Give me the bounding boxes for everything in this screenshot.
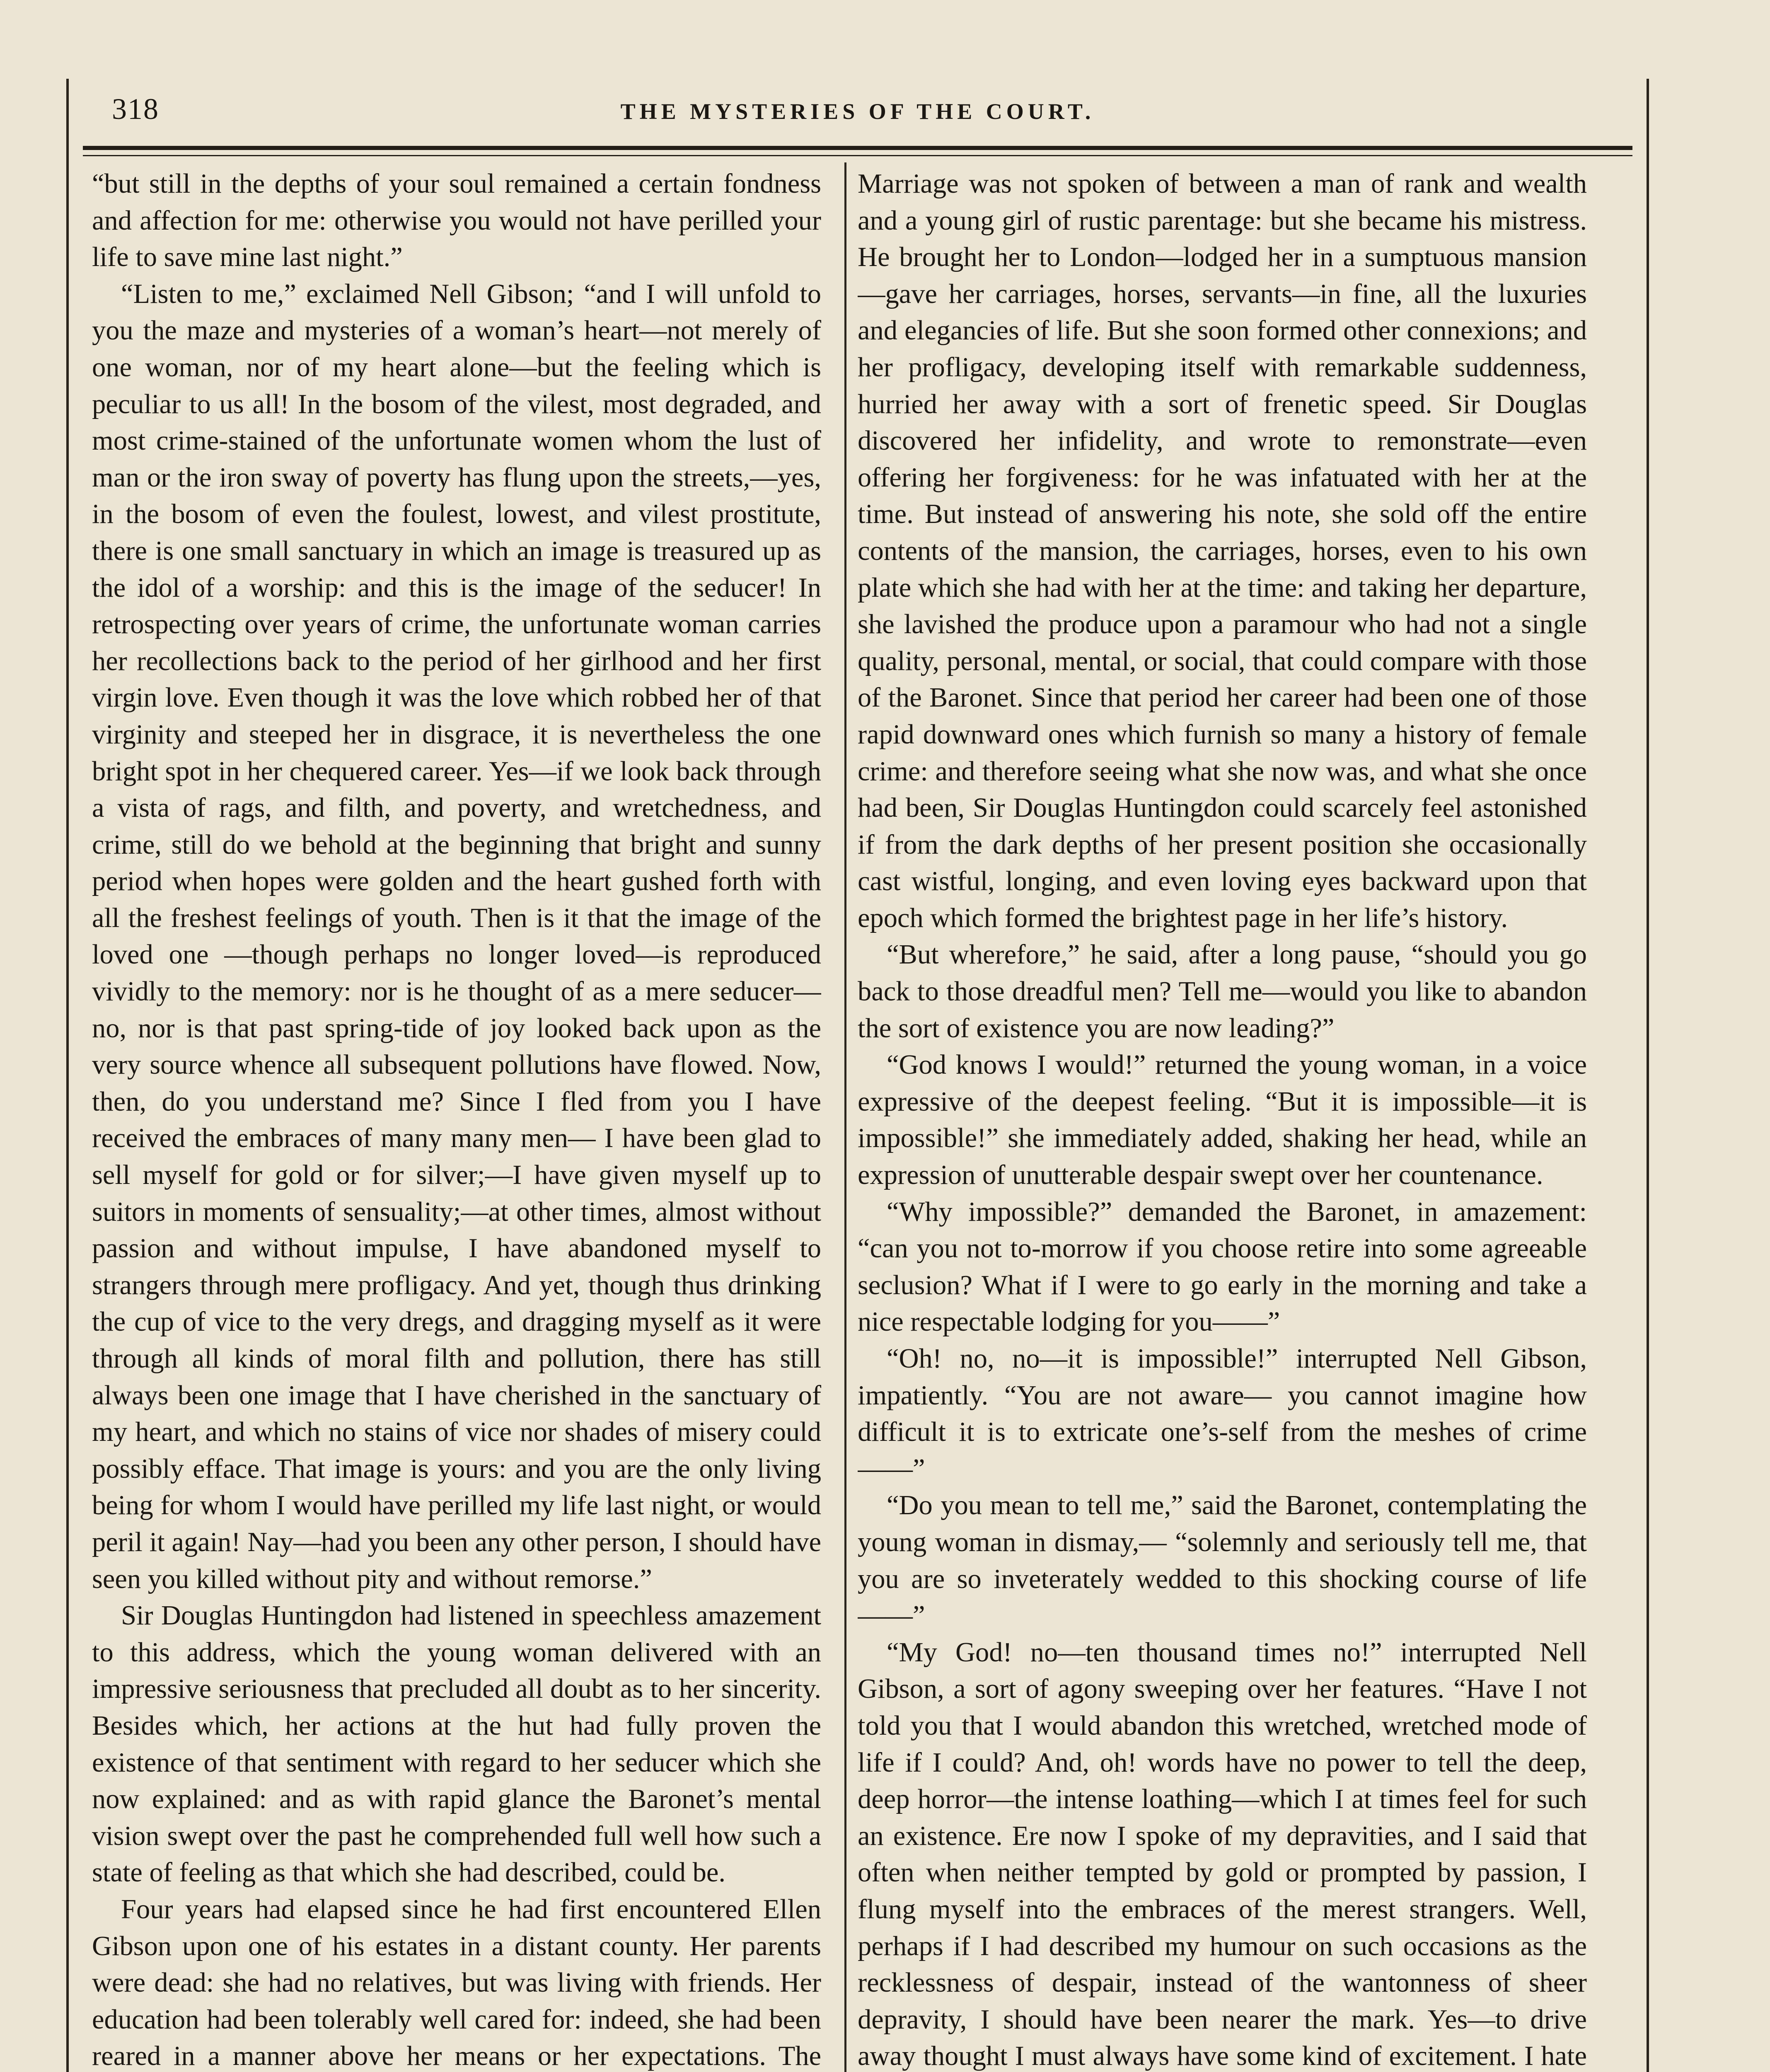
column-divider xyxy=(844,162,846,2072)
paragraph: Four years had elapsed since he had first encountered Ellen Gibson upon one of his estates in a distant county. Her parents were dead: she had no relatives, but was living with friends. Her education had been tolerably well cared for: indeed, she had been reared in a manner above her means or her expectations. The xyxy=(92,1894,821,2072)
header-rule xyxy=(83,146,1632,150)
page-header xyxy=(83,87,1632,141)
paragraph: “God knows I would!” returned the young woman, in a voice expressive of the deepest feeling. “But it is impossible—it is impossible!” she immediately added, shaking her head, while an expression of unutterable despair swept over her countenance. xyxy=(858,1050,1587,1191)
right-column xyxy=(858,166,1587,2072)
paragraph: “Listen to me,” exclaimed Nell Gibson; “and I will unfold to you the maze and mysteries of a woman’s heart—not merely of one woman, nor of my heart alone—but the feeling which is peculiar to us all! In the bosom of the vilest, most degraded, and most crime-stained of the unfortunate women whom the lust of man or the iron sway of poverty has flung upon the streets,—yes, in the bosom of even the foulest, lowest, and vilest prostitute, there is one small sanctuary in which an image is treasured up as the idol of a worship: and this is the image of the seducer! In retrospecting over years of crime, the unfortunate woman carries her recollections back to the period of her girlhood and her first virgin love. Even though it was the love which robbed her of that virginity and steeped her in disgrace, it is nevertheless the one bright spot in her chequered career. Yes—if we look back through a vista of rags, and filth, and poverty, and wretchedness, and crime, still do we behold at the beginning that bright and sunny period when hopes were golden and the heart gushed forth with all the freshest feelings of youth. Then is it that the image of the loved one —though perhaps no longer loved—is reproduced vividly to the memory: nor is he thought of as a mere seducer—no, nor is that past spring-tide of joy looked back upon as the very source whence all subsequent pollutions have flowed. Now, then, do you understand me? Since I fled from you I have received the embraces of many many men— I have been glad to sell myself for gold or for silver;—I have given myself up to suitors in moments of sensuality;—at other times, almost without passion and without impulse, I have abandoned myself to strangers through mere profligacy. And yet, though thus drinking the cup of vice to the very dregs, and dragging myself as it were through all kinds of moral filth and pollution, there has still always been one image that I have cherished in the sanctuary of my heart, and which no stains of vice nor shades of misery could possibly efface. That image is yours: and you are the only living being for whom I would have perilled my life last night, or would peril it again! Nay—had you been any other person, I should have seen you killed without pity and without remorse.” xyxy=(92,278,821,1594)
paragraph: “Why impossible?” demanded the Baronet, in amazement: “can you not to-morrow if you choose retire into some agreeable seclusion? What if I were to go early in the morning and take a nice respectable lodging for you——” xyxy=(858,1196,1587,1337)
header-rule-thin xyxy=(83,155,1632,156)
paragraph: “My God! no—ten thousand times no!” interrupted Nell Gibson, a sort of agony sweeping over her features. “Have I not told you that I would abandon this wretched, wretched mode of life if I could? And, oh! words have no power to tell the deep, deep horror—the intense loathing—which I at times feel for such an existence. Ere now I spoke of my depravities, and I said that often when neither tempted by gold or prompted by passion, I flung myself into the embraces of the merest strangers. Well, perhaps if I had described my humour on such occasions as the recklessness of despair, instead of the wantonness of sheer depravity, I should have been nearer the mark. Yes—to drive away thought I must always have some kind of excitement. I hate xyxy=(858,1637,1587,2072)
paragraph: “But wherefore,” he said, after a long pause, “should you go back to those dreadful men? Tell me—would you like to abandon the sort of existence you are now leading?” xyxy=(858,939,1587,1043)
paragraph: Marriage was not spoken of between a man of rank and wealth and a young girl of rustic parentage: but she became his mistress. He brought her to London—lodged her in a sumptuous mansion —gave her carriages, horses, servants—in fine, all the luxuries and elegancies of life. But she soon formed other connexions; and her profligacy, developing itself with remarkable suddenness, hurried her away with a sort of frenetic speed. Sir Douglas discovered her infidelity, and wrote to remonstrate—even offering her forgiveness: for he was infatuated with her at the time. But instead of answering his note, she sold off the entire contents of the mansion, the carriages, horses, even to his own plate which she had with her at the time: and taking her departure, she lavished the produce upon a paramour who had not a single quality, personal, mental, or social, that could compare with those of the Baronet. Since that period her career had been one of those rapid downward ones which furnish so many a history of female crime: and therefore seeing what she now was, and what she once had been, Sir Douglas Huntingdon could scarcely feel astonished if from the dark depths of her present position she occasionally cast wistful, longing, and even loving eyes backward upon that epoch which formed the brightest page in her life’s history. xyxy=(858,169,1587,933)
left-column xyxy=(92,166,821,2072)
running-title: THE MYSTERIES OF THE COURT. xyxy=(620,99,1095,124)
paragraph: Sir Douglas Huntingdon had listened in speechless amazement to this address, which the young woman delivered with an impressive seriousness that precluded all doubt as to her sincerity. Besides which, her actions at the hut had fully proven the existence of that sentiment with regard to her seducer which she now explained: and as with rapid glance the Baronet’s mental vision swept over the past he comprehended full well how such a state of feeling as that which she had described, could be. xyxy=(92,1600,821,1888)
paragraph: “Oh! no, no—it is impossible!” interrupted Nell Gibson, impatiently. “You are not aware— you cannot imagine how difficult it is to extricate one’s-self from the meshes of crime——” xyxy=(858,1343,1587,1484)
paragraph: “Do you mean to tell me,” said the Baronet, contemplating the young woman in dismay,— “solemnly and seriously tell me, that you are so inveterately wedded to this shocking course of life——” xyxy=(858,1490,1587,1631)
page-number: 318 xyxy=(112,92,159,126)
paragraph: “but still in the depths of your soul remained a certain fondness and affection for me: otherwise you would not have perilled your life to save mine last night.” xyxy=(92,169,821,273)
